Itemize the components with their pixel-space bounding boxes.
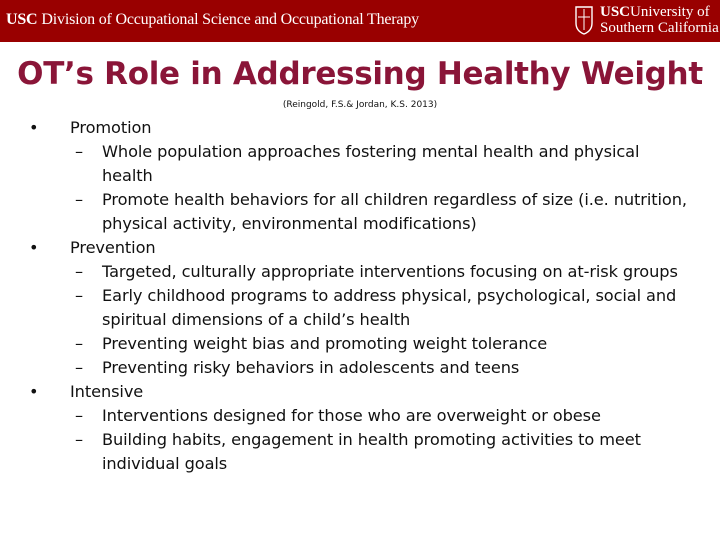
sub-bullet-item [0,284,720,332]
sub-bullet-item [0,332,720,356]
usc-brand-right: USC [600,4,631,20]
usc-seal-icon [574,5,594,35]
bullet-marker: • [29,238,39,257]
bullet-marker: • [29,118,39,137]
sub-bullet-item [0,188,720,236]
bullet-label: Intensive [70,382,144,401]
bullet-label: Promotion [70,118,152,137]
sub-bullet-marker: – [75,334,83,353]
sub-bullet-text: Targeted, culturally appropriate interventions focusing on at-risk groups [102,262,678,281]
sub-bullet-marker: – [75,286,83,305]
sub-bullet-text: Building habits, engagement in health promoting activities to meet individual goals [102,430,641,473]
bullet-label: Prevention [70,238,156,257]
sub-bullet-text: Interventions designed for those who are overweight or obese [102,406,601,425]
bullet-marker: • [29,382,39,401]
sub-bullet-marker: – [75,358,83,377]
university-wordmark [600,4,719,36]
bullet-list [0,116,720,476]
sub-bullet-text: Early childhood programs to address physical, psychological, social and spiritual dimensions of a child’s health [102,286,677,329]
sub-bullet-marker: – [75,142,83,161]
sub-bullet-item [0,356,720,380]
division-name: Division of Occupational Science and Occupational Therapy [41,11,419,28]
header-banner [0,0,720,42]
university-line1: University of [630,4,710,20]
sub-bullet-marker: – [75,262,83,281]
sub-bullet-marker: – [75,430,83,449]
sub-bullet-text: Preventing weight bias and promoting weight tolerance [102,334,548,353]
sub-bullet-marker: – [75,190,83,209]
bullet-item [0,116,720,140]
sub-bullet-item [0,404,720,428]
division-wordmark [6,11,419,29]
sub-bullet-item [0,260,720,284]
sub-bullet-text: Preventing risky behaviors in adolescents and teens [102,358,520,377]
sub-bullet-item [0,428,720,476]
citation: (Reingold, F.S.& Jordan, K.S. 2013) [282,100,438,110]
bullet-item [0,380,720,404]
sub-bullet-text: Promote health behaviors for all children regardless of size (i.e. nutrition, physical activity, environmental modifications) [102,190,687,233]
slide-title: OT’s Role in Addressing Healthy Weight [17,56,703,92]
bullet-item [0,236,720,260]
sub-bullet-marker: – [75,406,83,425]
sub-bullet-text: Whole population approaches fostering mental health and physical health [102,142,640,185]
usc-brand: USC [6,11,38,28]
university-line2: Southern California [600,20,719,36]
sub-bullet-item [0,140,720,188]
